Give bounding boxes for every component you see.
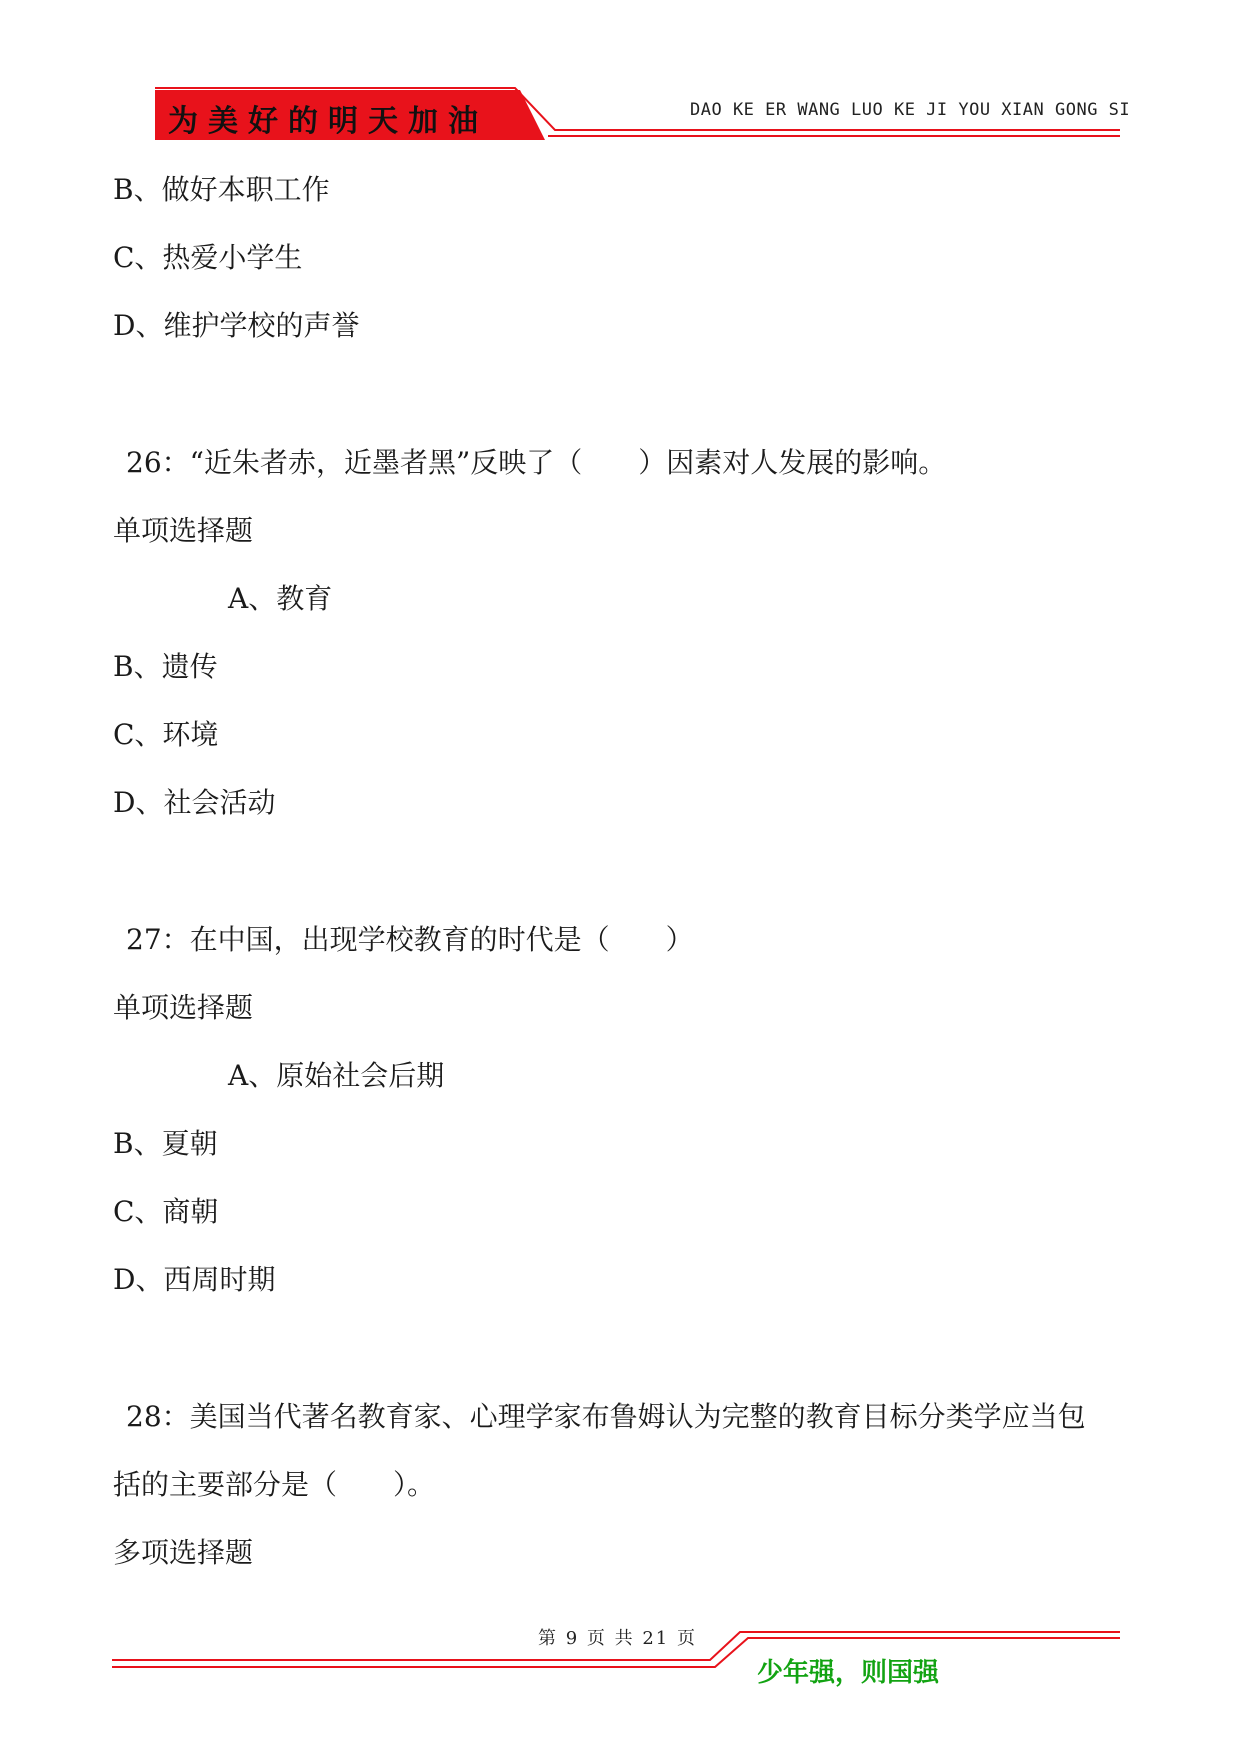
q28-question-line2: 括的主要部分是（ ）。 <box>113 1468 436 1501</box>
q26-question: 26：“近朱者赤，近墨者黑”反映了（ ）因素对人发展的影响。 <box>126 446 947 479</box>
q27-option-a: A、原始社会后期 <box>228 1059 445 1092</box>
q26-option-a: A、教育 <box>228 582 333 615</box>
header-company-text: DAO KE ER WANG LUO KE JI YOU XIAN GONG SI <box>690 100 1131 120</box>
q25-option-d: D、维护学校的声誉 <box>113 309 360 342</box>
page-number: 第 9 页 共 21 页 <box>538 1628 697 1649</box>
q27-option-b: B、夏朝 <box>113 1127 218 1160</box>
footer-top-line <box>112 1632 1120 1660</box>
q27-question: 27：在中国，出现学校教育的时代是（ ） <box>126 923 694 956</box>
q26-option-d: D、社会活动 <box>113 786 276 819</box>
header-banner-text: 为美好的明天加油 <box>168 104 488 139</box>
footer-bottom-line <box>112 1638 1120 1667</box>
footer-decoration <box>0 1630 1235 1690</box>
footer-slogan: 少年强，则国强 <box>757 1658 940 1688</box>
q25-option-b: B、做好本职工作 <box>113 173 330 206</box>
q27-option-d: D、西周时期 <box>113 1263 276 1296</box>
q27-type: 单项选择题 <box>113 991 254 1024</box>
q26-option-b: B、遗传 <box>113 650 218 683</box>
q28-type: 多项选择题 <box>113 1536 254 1569</box>
q26-type: 单项选择题 <box>113 514 254 547</box>
q26-option-c: C、环境 <box>113 718 219 751</box>
q25-option-c: C、热爱小学生 <box>113 241 303 274</box>
q28-question-line1: 28：美国当代著名教育家、心理学家布鲁姆认为完整的教育目标分类学应当包 <box>126 1400 1086 1433</box>
q27-option-c: C、商朝 <box>113 1195 219 1228</box>
